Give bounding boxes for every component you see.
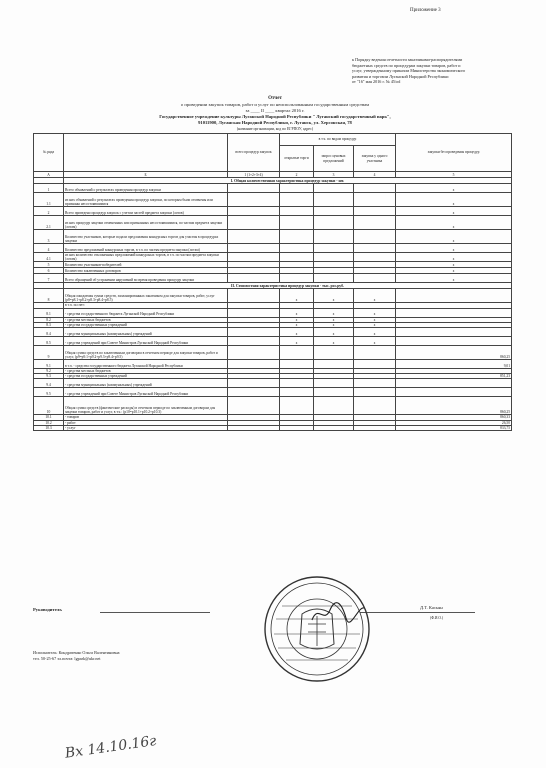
value-cell	[354, 388, 396, 397]
value-cell: x	[354, 317, 396, 322]
value-cell	[354, 274, 396, 283]
value-cell	[354, 360, 396, 369]
row-label: Общая ожидаемая сумма средств, запланированных заказчиком для закупки товаров, работ, услуг (р8=р8.1+р8.2+р8.3+р8.4+р8.5)	[64, 289, 228, 303]
value-cell: 860,33	[396, 415, 512, 420]
row-number: 5	[34, 262, 64, 268]
row-number: 2.1	[34, 216, 64, 230]
row-label: - средства местных бюджетов	[64, 369, 228, 374]
row-number: 9.4	[34, 379, 64, 388]
row-label: Общая сумма средств по заключенным договорам в отчетном периоде для закупки товаров, работ и услуг, (р9=р9.1+р9.2+р9.3+р9.4+р9.5)	[64, 346, 228, 360]
table-row	[34, 337, 512, 346]
value-cell: x	[314, 308, 354, 317]
section-quantity: I. Общая количественная характеристика процедур закупки - шт.	[64, 178, 512, 184]
value-cell	[280, 184, 314, 193]
row-label: - средства учреждений при Совете Министров Луганской Народной Республики	[64, 337, 228, 346]
signature-line	[100, 612, 210, 613]
value-cell	[314, 388, 354, 397]
value-cell: x	[396, 184, 512, 193]
value-cell: x	[280, 328, 314, 337]
value-cell: x	[354, 337, 396, 346]
row-number: 9.1	[34, 360, 64, 369]
row-label: - услуг	[64, 425, 228, 430]
row-number: 4	[34, 244, 64, 253]
table-row	[34, 289, 512, 303]
row-number: 10.1	[34, 415, 64, 420]
value-cell	[280, 193, 314, 207]
value-cell	[314, 207, 354, 216]
header-price-request: запрос ценовых предложений	[314, 146, 354, 172]
row-label: - средства учреждений при Совете Министров Луганской Народной Республики	[64, 388, 228, 397]
row-label: Количество участников-победителей	[64, 262, 228, 268]
approval-line: к Порядку ведения отчетности заказчиками-распорядителями	[352, 57, 463, 62]
row-number: 1.1	[34, 193, 64, 207]
value-cell	[228, 184, 280, 193]
header-total: всего процедур закупок	[228, 134, 280, 172]
value-cell: x	[396, 207, 512, 216]
report-table	[33, 133, 512, 431]
row-label: Количество предложений конкурсных торгов, в т.ч. по частям предмета закупки (лотам)	[64, 244, 228, 253]
value-cell: 860,25	[396, 397, 512, 415]
value-cell	[280, 230, 314, 244]
row-label: - средства муниципальных (коммунальных) учреждений	[64, 328, 228, 337]
value-cell	[228, 244, 280, 253]
row-label: - средства местных бюджетов	[64, 317, 228, 322]
value-cell	[280, 244, 314, 253]
value-cell: x	[396, 274, 512, 283]
value-cell: x	[280, 308, 314, 317]
row-label: Количество заключенных договоров	[64, 268, 228, 274]
value-cell	[354, 253, 396, 262]
value-cell: x	[314, 328, 354, 337]
row-number: 10.3	[34, 425, 64, 430]
title-subject: о проведении закупок товаров, работ и услуг по неиспользованным государственным средствам	[180, 102, 370, 107]
table-row	[34, 346, 512, 360]
row-number: 8.1	[34, 308, 64, 317]
value-cell: 860,25	[396, 346, 512, 360]
value-cell	[228, 346, 280, 360]
value-cell	[396, 289, 512, 303]
row-number: 8.4	[34, 328, 64, 337]
table-row	[34, 253, 512, 262]
value-cell	[228, 379, 280, 388]
approval-line: развития и торговли Луганской Народной Республики	[352, 73, 449, 79]
value-cell	[354, 207, 396, 216]
section-cost: II. Стоимостная характеристика процедур закупки - тыс. рос.руб.	[64, 283, 512, 289]
value-cell	[314, 230, 354, 244]
row-number: 9.3	[34, 374, 64, 379]
title-word: Отчет	[268, 96, 282, 101]
row-label: - средства государственного бюджета Луганской Народной Республики	[64, 308, 228, 317]
row-number: 2	[34, 207, 64, 216]
approval-line: бюджетных средств по процедурам закупки товаров, работ и	[352, 62, 461, 68]
value-cell	[314, 253, 354, 262]
value-cell	[354, 184, 396, 193]
row-number: 9.5	[34, 388, 64, 397]
table-row	[34, 184, 512, 193]
header-no-procedure: закупки без проведения процедур	[396, 134, 512, 172]
value-cell	[228, 253, 280, 262]
index-cell: 1 (1+2+3+4)	[228, 172, 280, 178]
table-row	[34, 379, 512, 388]
row-label: - товаров	[64, 415, 228, 420]
value-cell	[396, 308, 512, 317]
value-cell: x	[280, 289, 314, 303]
value-cell: 833,75	[396, 425, 512, 430]
row-label: из них количество отклоненных предложений конкурсных торгов, в т.ч. по частям предмета закупки (лотам)	[64, 253, 228, 262]
table-row	[34, 244, 512, 253]
row-number: 8.3	[34, 322, 64, 327]
value-cell	[314, 274, 354, 283]
row-label: - работ	[64, 420, 228, 425]
value-cell	[396, 337, 512, 346]
value-cell: x	[396, 244, 512, 253]
header-open-tenders: открытые торги	[280, 146, 314, 172]
signer-name: Д.Т. Касьян	[420, 605, 443, 610]
value-cell	[280, 397, 314, 415]
value-cell: x	[396, 216, 512, 230]
header-row-number: № ряда	[34, 134, 64, 172]
table-row	[34, 193, 512, 207]
row-label: в т.ч. за счет:	[64, 303, 228, 308]
value-cell	[396, 388, 512, 397]
row-label: Количество участников, которые подали предложения конкурсных торгов для участия в процедурах закупки	[64, 230, 228, 244]
value-cell: x	[396, 193, 512, 207]
value-cell	[280, 425, 314, 430]
value-cell	[228, 328, 280, 337]
value-cell: 9,01	[396, 360, 512, 369]
value-cell	[354, 193, 396, 207]
table-row	[34, 274, 512, 283]
value-cell	[396, 379, 512, 388]
value-cell	[280, 253, 314, 262]
title-period: за ____ II ____ квартал 2016 г.	[245, 108, 305, 113]
header-indicator	[64, 134, 228, 172]
row-number: 8.2	[34, 317, 64, 322]
header-single-source: закупка у одного участника	[354, 146, 396, 172]
value-cell: x	[354, 322, 396, 327]
value-cell	[280, 346, 314, 360]
row-number: 10.2	[34, 420, 64, 425]
official-stamp	[262, 574, 372, 684]
row-label: Общая сумма средств (фактические расходы) в отчетном периоде по заключенным договорам для закупки товаров, работ и услуг, в т.ч.: (р10=р10.1+р10.2+р10.3)	[64, 397, 228, 415]
value-cell	[314, 397, 354, 415]
row-label: - средства государственных учреждений	[64, 322, 228, 327]
executor-info	[33, 650, 119, 662]
value-cell: x	[354, 289, 396, 303]
handwritten-receipt-note	[60, 722, 180, 762]
header-by-type: в т.ч. по видам процедур	[280, 134, 396, 146]
row-number: 1	[34, 184, 64, 193]
index-cell: А	[34, 172, 64, 178]
value-cell	[228, 274, 280, 283]
value-cell: x	[280, 317, 314, 322]
row-label: - средства муниципальных (коммунальных) учреждений	[64, 379, 228, 388]
value-cell	[228, 425, 280, 430]
value-cell: x	[314, 337, 354, 346]
value-cell	[314, 184, 354, 193]
value-cell	[228, 289, 280, 303]
value-cell	[354, 216, 396, 230]
table-row	[34, 230, 512, 244]
row-label: из них процедур закупки отмененных или признанных несостоявшимися, по частям предмета закупки (лотам)	[64, 216, 228, 230]
value-cell: x	[280, 322, 314, 327]
value-cell: x	[354, 328, 396, 337]
value-cell	[314, 360, 354, 369]
value-cell: x	[314, 317, 354, 322]
value-cell	[228, 397, 280, 415]
signature-line	[360, 612, 475, 613]
value-cell	[314, 379, 354, 388]
value-cell: x	[280, 337, 314, 346]
value-cell	[228, 193, 280, 207]
row-label: Всего проведено процедур закупок с учетом частей предмета закупки (лотов)	[64, 207, 228, 216]
value-cell	[280, 379, 314, 388]
table-row	[34, 308, 512, 317]
row-label: из них объявлений о результатах проведения процедур закупки, по которым были отменены или признаны несостоявшимися	[64, 193, 228, 207]
value-cell: x	[396, 253, 512, 262]
value-cell: x	[314, 322, 354, 327]
row-number: 3	[34, 230, 64, 244]
value-cell: x	[354, 308, 396, 317]
index-cell: 5	[396, 172, 512, 178]
organization-name: Государственное учреждение культуры Луганской Народной Республики " Луганский государственный парк",	[159, 114, 391, 119]
row-number: 4.1	[34, 253, 64, 262]
value-cell	[228, 360, 280, 369]
handwritten-signature	[308, 600, 368, 628]
row-label: в т.ч. - средства государственного бюджета Луганской Народной Республики	[64, 360, 228, 369]
row-number: 9	[34, 346, 64, 360]
table-row	[34, 360, 512, 369]
value-cell	[354, 397, 396, 415]
annex-label: Приложение 3	[410, 8, 441, 13]
value-cell	[314, 346, 354, 360]
value-cell	[314, 193, 354, 207]
value-cell	[314, 216, 354, 230]
table-row	[34, 397, 512, 415]
report-title	[110, 96, 440, 132]
row-label: - средства государственных учреждений	[64, 374, 228, 379]
value-cell	[354, 230, 396, 244]
value-cell	[228, 337, 280, 346]
table-row	[34, 388, 512, 397]
value-cell: x	[314, 289, 354, 303]
value-cell	[280, 207, 314, 216]
table-row	[34, 328, 512, 337]
organization-address: 91011900, Луганская Народной Республики, г. Луганск, ул. Херсонская, 78	[198, 120, 352, 125]
table-row	[34, 207, 512, 216]
value-cell: x	[396, 268, 512, 274]
value-cell	[280, 388, 314, 397]
approval-note	[352, 57, 522, 85]
value-cell	[354, 346, 396, 360]
row-number: 9.2	[34, 369, 64, 374]
row-number: 7	[34, 274, 64, 283]
table-row	[34, 216, 512, 230]
value-cell	[228, 388, 280, 397]
row-label: Всего объявлений о результатах проведения процедур закупки	[64, 184, 228, 193]
table-row	[34, 425, 512, 430]
index-cell: Б	[64, 172, 228, 178]
value-cell	[354, 379, 396, 388]
value-cell	[228, 308, 280, 317]
index-cell: 4	[354, 172, 396, 178]
organization-note: (название организации, код по ЕГРПОУ, адрес)	[236, 127, 314, 131]
value-cell	[396, 328, 512, 337]
signer-fio-caption: (Ф.И.О.)	[430, 616, 444, 620]
executor-contacts: тел. 50-25-67 эл.почта: lgpark@ukr.net	[33, 656, 101, 661]
row-number: 10	[34, 397, 64, 415]
row-number: 8.5	[34, 337, 64, 346]
index-cell: 2	[280, 172, 314, 178]
value-cell: x	[396, 230, 512, 244]
value-cell	[354, 425, 396, 430]
value-cell	[280, 216, 314, 230]
signature-role: Руководитель	[33, 607, 62, 612]
value-cell: x	[396, 262, 512, 268]
value-cell	[228, 207, 280, 216]
value-cell	[314, 244, 354, 253]
value-cell: 26,50	[396, 420, 512, 425]
approval-line: от "16" мая 2016 г. № 45/od	[352, 79, 401, 85]
index-cell: 3	[314, 172, 354, 178]
value-cell	[280, 274, 314, 283]
row-number: 6	[34, 268, 64, 274]
row-label: Всего обращений об устранении нарушений во время проведения процедур закупки	[64, 274, 228, 283]
value-cell	[354, 244, 396, 253]
value-cell: 851,23	[396, 374, 512, 379]
value-cell	[280, 360, 314, 369]
row-number: 8	[34, 289, 64, 303]
approval-line: услуг, утвержденному приказом Министерства экономического	[352, 68, 466, 74]
svg-text:Вх 14.10.16г: Вх 14.10.16г	[63, 733, 158, 762]
value-cell	[228, 216, 280, 230]
value-cell	[228, 230, 280, 244]
value-cell	[314, 425, 354, 430]
executor-name: Исполнитель: Кондратенко Ольга Валентиновна	[33, 650, 120, 655]
